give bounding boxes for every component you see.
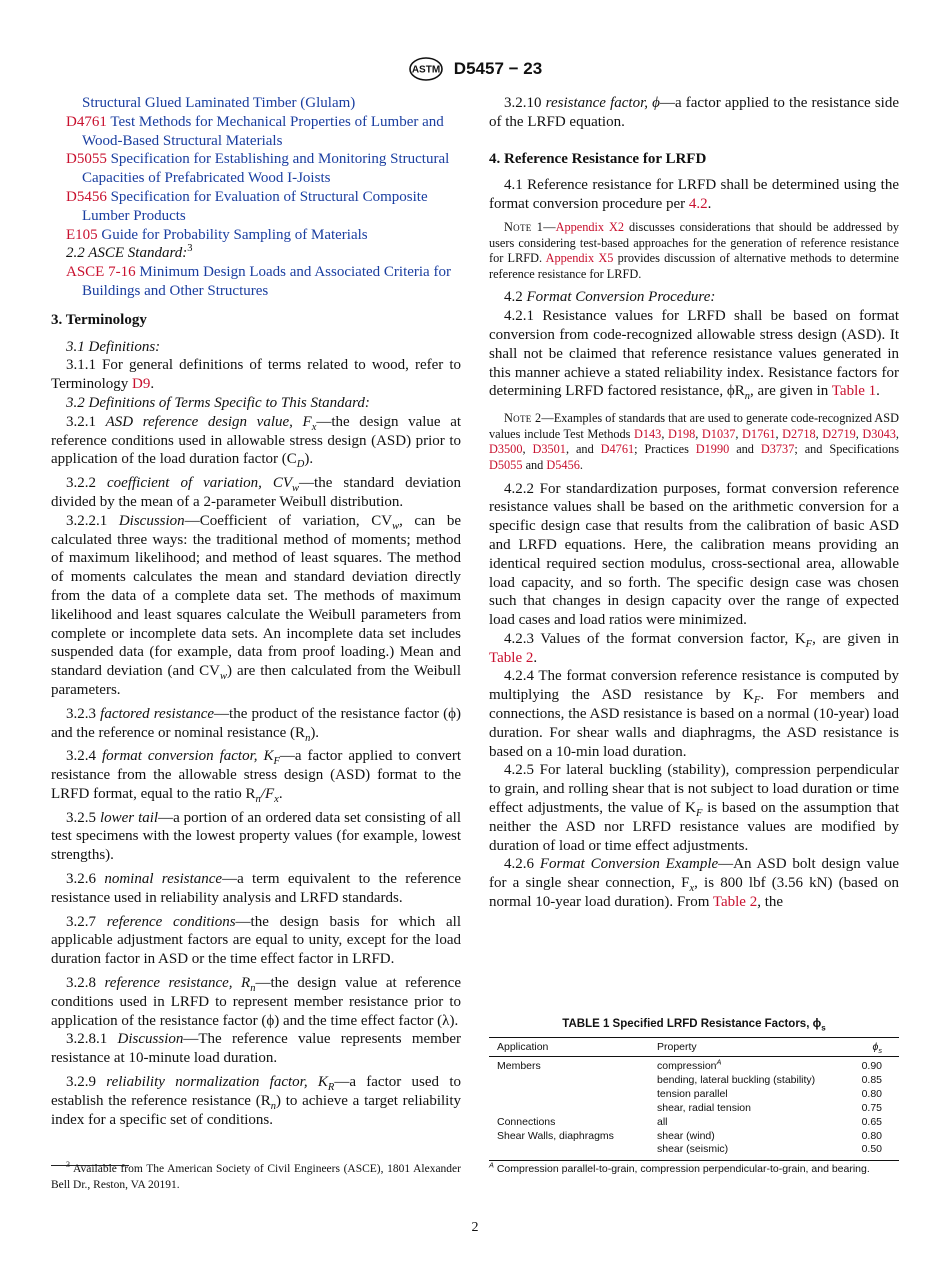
reference-item — [51, 226, 461, 245]
paragraph-3-2-8: 3.2.8 reference resistance, $R_n—the$ design value at reference conditions used in LRFD to represent member resistance prior to application of the resistance factor (ϕ) and the time effect factor (λ). — [51, 975, 461, 1029]
page-number: 2 — [471, 1220, 479, 1235]
table-link[interactable]: Table 1 — [831, 383, 877, 400]
table-row — [489, 1116, 899, 1130]
standard-link[interactable]: D1037 — [701, 426, 736, 441]
reference-code-link[interactable]: ASCE 7-16 — [66, 264, 136, 281]
table-cell: compression$^A$ — [657, 1057, 722, 1072]
paragraph-3-2-6: 3.2.6 nominal resistance—a term equivalent to the reference resistance used in reliability analysis and LRFD standards. — [51, 871, 462, 906]
standard-link[interactable]: D2719 — [822, 426, 856, 441]
footnote-mark: 3 — [187, 243, 193, 255]
paragraph-3-2-1: 3.2.1 ASD reference design value, $F_x—the$ design value at reference conditions used in allowable stress design (ASD) prior to application of the load duration factor $(C_D)$. — [51, 413, 462, 471]
reference-title-link[interactable]: Guide for Probability Sampling of Materials — [101, 226, 368, 243]
reference-item — [51, 113, 461, 151]
paragraph-4-2-2: 4.2.2 For standardization purposes, format conversion reference resistance values shall be based on the arithmetic conversion for a specific design case that results from the calibration of basic ASD and LRFD equations. Here, the calibration means providing an identical required section modulus, cross-sectional area, allowable load capacity, and so forth. The specific design case was chosen such that changes in design capacity over the range of expected load cases and load ratios were minimized. — [489, 480, 899, 629]
appendix-link[interactable]: Appendix X5 — [545, 251, 614, 266]
paragraph-4-2-1: 4.2.1 Resistance values for LRFD shall be based on format conversion from code-recognized allowable stress design (ASD). It shall not be claimed that reference resistance values generated in this manner achieve a stated reliability index. Resistance factors for determining LRFD factored resistance, $\phi R_n$, are given in Table 1. — [489, 308, 899, 403]
table-cell — [489, 1088, 649, 1102]
table-cell — [489, 1143, 649, 1160]
paragraph-3-2-4: 3.2.4 format conversion factor, $K_F—a$ factor applied to convert resistance from the allowable stress design (ASD) format to the LRFD format, equal to the ratio $R_n/F_x$. — [51, 748, 461, 805]
table-1-footnote: $^A$ Compression parallel-to-grain, compression perpendicular-to-grain, and bearing. — [489, 1160, 870, 1175]
table-link[interactable]: Table 2 — [712, 894, 758, 911]
table-cell: Shear Walls, diaphragms — [497, 1129, 614, 1142]
paragraph-3-2-9: 3.2.9 reliability normalization factor, $K_R—a$ factor used to establish the reference resistance $(R_n)$ to achieve a target reliability index for a specific set of conditions. — [51, 1074, 462, 1128]
standard-link[interactable]: D2718 — [782, 426, 816, 441]
standard-link[interactable]: D143 — [633, 426, 662, 441]
reference-title-link[interactable]: Test Methods for Mechanical Properties of Lumber and Wood-Based Structural Materials — [82, 113, 444, 149]
reference-code-link[interactable]: E105 — [66, 226, 98, 243]
paragraph-3-2: 3.2 Definitions of Terms Specific to This Standard: — [66, 394, 370, 411]
standard-link[interactable]: D3043 — [862, 426, 896, 441]
standard-link[interactable]: D3737 — [760, 442, 795, 457]
table-cell: 0.80 — [861, 1129, 882, 1142]
asce-heading: 2.2 ASCE Standard:$^3$ — [66, 243, 193, 262]
paragraph-3-2-2-1: 3.2.2.1 Discussion—Coefficient of variation, $CV_w$, can be calculated three ways: the traditional method of moments; method of maximum likelihood; and method of least squares. The method of moments calculates the mean and standard deviation directly from the data of a complete data set. The methods of maximum likelihood and least squares calculate the Weibull parameters from complete or incomplete data sets. An incomplete data set includes suspended data (for example, data from proof loading.) Mean and standard deviation (and $CV_w$) are then calculated from the Weibull parameters. — [51, 512, 461, 698]
page-header — [0, 57, 950, 83]
table-cell: tension parallel — [657, 1087, 728, 1100]
table-header-cell: Application — [489, 1038, 649, 1057]
paragraph-3-2-5: 3.2.5 lower tail—a portion of an ordered data set consisting of all test specimens with the lowest property values (for example, lowest strengths). — [51, 809, 462, 864]
table-row — [489, 1074, 899, 1088]
paragraph-4-2: 4.2 Format Conversion Procedure: — [504, 289, 716, 306]
reference-title-link[interactable]: Minimum Design Loads and Associated Criteria for Buildings and Other Structures — [82, 264, 451, 299]
section-4-heading: 4. Reference Resistance for LRFD — [489, 150, 707, 167]
table-cell: 0.65 — [861, 1115, 882, 1128]
paragraph-3-2-8-1: 3.2.8.1 Discussion—The reference value represents member resistance at 10-minute load duration. — [51, 1031, 462, 1067]
section-link[interactable]: 4.2 — [688, 196, 708, 213]
table-cell: shear (wind) — [657, 1129, 715, 1142]
standard-link[interactable]: D1990 — [695, 442, 730, 457]
table-cell: all — [657, 1115, 668, 1128]
paragraph-3-2-10: 3.2.10 resistance factor, ϕ—a factor applied to the resistance side of the LRFD equation. — [489, 95, 900, 130]
standard-link[interactable]: D5055 — [489, 457, 523, 472]
reference-code-link[interactable]: D5456 — [66, 188, 107, 205]
table-cell — [489, 1074, 649, 1088]
table-cell: shear (seismic) — [649, 1143, 834, 1160]
reference-code-link[interactable]: D4761 — [66, 113, 107, 130]
paragraph-4-2-4: 4.2.4 The format conversion reference resistance is computed by multiplying the ASD resistance by $K_F$. For members and connections, the ASD resistance is based on a normal (10-year) load duration. For shear walls and diaphragms, the ASD resistance is based on a 10-min load duration. — [489, 668, 899, 760]
table-1 — [489, 1037, 899, 1161]
table-cell: 0.80 — [861, 1087, 882, 1100]
table-cell: 0.75 — [861, 1101, 882, 1114]
table-cell: 0.85 — [861, 1073, 882, 1086]
note-1: Note 1—Appendix X2 discusses considerations that should be addressed by users considering test-based approaches for the generation of reference resistance for LRFD. Appendix X5 provides discussion of alternative methods to determine reference resistance for LRFD. — [489, 219, 899, 281]
reference-item — [51, 263, 461, 301]
paragraph-3-2-2: 3.2.2 coefficient of variation, $CV_w—the$ standard deviation divided by the mean of a 2-parameter Weibull distribution. — [51, 475, 461, 510]
standard-link[interactable]: D198 — [667, 426, 696, 441]
paragraph-4-2-3: 4.2.3 Values of the format conversion factor, $K_F$, are given in Table 2. — [489, 630, 899, 666]
paragraph-4-1: 4.1 Reference resistance for LRFD shall be determined using the format conversion procedure per 4.2. — [489, 177, 899, 213]
section-3-heading: 3. Terminology — [51, 311, 147, 328]
table-cell: shear, radial tension — [657, 1101, 751, 1114]
reference-title-link[interactable]: Specification for Establishing and Monitoring Structural Capacities of Prefabricated Wood I-Joists — [82, 151, 450, 187]
right-column — [489, 94, 899, 912]
table-cell: 0.90 — [861, 1060, 882, 1072]
paragraph-3-2-3: 3.2.3 factored resistance—the product of the resistance factor (ϕ) and the reference or nominal resistance $(R_n)$. — [51, 705, 462, 744]
footnote-3: $^3$ Available from The American Society of Civil Engineers (ASCE), 1801 Alexander Bell Dr., Reston, VA 20191. — [51, 1160, 461, 1191]
left-column — [51, 94, 461, 1129]
paragraph-4-2-6: 4.2.6 Format Conversion Example—An ASD bolt design value for a single shear connection, $F_x$, is 800 lbf (3.56 kN) (based on normal 10-year load duration). From Table 2, the — [489, 856, 900, 911]
standard-link[interactable]: D1761 — [742, 426, 776, 441]
note-2: Note 2—Examples of standards that are used to generate code-recognized ASD values include Test Methods D143, D198, D1037, D1761, D2718, D2719, D3043, D3500, D3501, and D4761; Practices D1990 and D3737; and Specifications D5055 and D5456. — [489, 411, 900, 472]
appendix-link[interactable]: Appendix X2 — [555, 219, 625, 234]
table-header-cell: $\phi_s$ — [834, 1038, 899, 1057]
table-header-row — [489, 1038, 899, 1057]
standard-link[interactable]: D3501 — [532, 442, 566, 457]
reference-item — [51, 188, 461, 226]
standard-link[interactable]: D4761 — [600, 442, 635, 457]
table-cell: Members — [497, 1060, 541, 1072]
table-row — [489, 1102, 899, 1116]
table-row — [489, 1088, 899, 1102]
svg-text:ASTM: ASTM — [411, 64, 440, 76]
paragraph-3-2-7: 3.2.7 reference conditions—the design basis for which all applicable adjustment factors are equal to unity, except for the load duration factor in ASD or the time effect factor in LRFD. — [51, 913, 461, 968]
standard-link[interactable]: D3500 — [489, 442, 523, 457]
reference-code-link[interactable]: D5055 — [66, 151, 107, 168]
table-cell: 0.50 — [834, 1143, 899, 1160]
terminology-link[interactable]: D9 — [132, 376, 151, 393]
table-cell: Connections — [497, 1115, 556, 1128]
reference-title-link[interactable]: Specification for Evaluation of Structural Composite Lumber Products — [82, 188, 428, 224]
paragraph-4-2-5: 4.2.5 For lateral buckling (stability), compression perpendicular to grain, and rolling shear that is not subject to load duration or time effect adjustments, the value of $K_F$ is based on the assumption that neither the ASD nor LRFD resistance values are modified by duration of load or time effect adjustments. — [489, 762, 900, 854]
table-row — [489, 1143, 899, 1160]
table-row — [489, 1130, 899, 1144]
standard-link[interactable]: D5456 — [546, 457, 580, 472]
table-header-cell: Property — [649, 1038, 834, 1057]
astm-logo-icon — [408, 57, 444, 81]
table-link[interactable]: Table 2 — [489, 649, 534, 666]
standard-number: D5457 − 23 — [453, 59, 543, 78]
reference-continuation: Structural Glued Laminated Timber (Glulam) — [82, 95, 356, 111]
table-cell — [489, 1102, 649, 1116]
paragraph-3-1-1: 3.1.1 For general definitions of terms related to wood, refer to Terminology D9. — [51, 357, 461, 393]
paragraph-3-1: 3.1 Definitions: — [66, 338, 161, 355]
table-row — [489, 1057, 899, 1074]
reference-item — [51, 150, 461, 188]
table-cell: bending, lateral buckling (stability) — [657, 1073, 816, 1086]
table-1-title: TABLE 1 Specified LRFD Resistance Factors, $\phi_s$ — [562, 1018, 826, 1033]
